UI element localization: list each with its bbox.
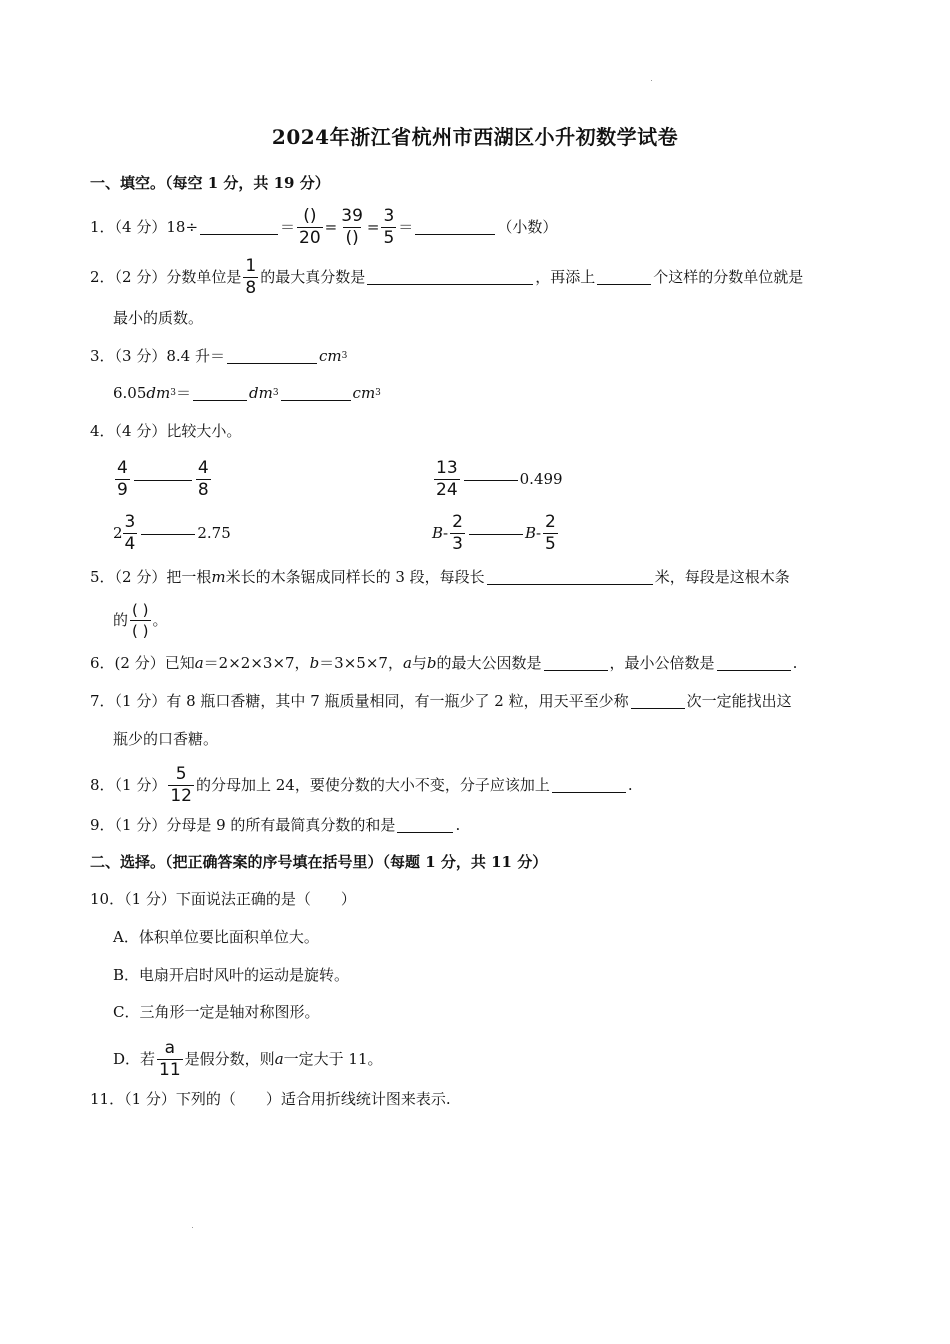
numerator: 3 — [124, 512, 136, 532]
denominator-blank[interactable]: () — [345, 228, 359, 248]
unit: dm — [146, 384, 171, 402]
numerator: 1 — [245, 256, 257, 276]
variable: m — [211, 568, 226, 586]
numerator-blank[interactable]: () — [303, 206, 317, 226]
q5-text: 的 — [113, 611, 129, 629]
numerator: a — [164, 1038, 176, 1058]
q3-line2 — [113, 386, 381, 401]
answer-blank[interactable] — [227, 349, 317, 364]
q1-equals: ＝ — [398, 218, 414, 236]
q8-prefix: 8．（1 分） — [90, 776, 167, 794]
question-5 — [90, 570, 790, 585]
question-3 — [90, 349, 347, 364]
answer-blank[interactable] — [464, 466, 518, 481]
fraction — [196, 458, 211, 501]
fraction — [123, 512, 138, 555]
q5-text: 5．（2 分）把一根 — [90, 568, 212, 586]
answer-blank[interactable] — [281, 386, 351, 401]
question-8 — [90, 764, 633, 807]
q1-suffix: （小数） — [497, 218, 558, 236]
q5-text: 米长的木条锯成同样长的 3 段，每段长 — [225, 568, 485, 586]
q7-line2: 瓶少的口香糖。 — [113, 730, 219, 748]
numerator: 5 — [175, 764, 187, 784]
value: 2.75 — [197, 524, 231, 542]
option-d-text: D．若 — [113, 1050, 156, 1068]
variable: b — [309, 654, 320, 672]
fraction — [243, 256, 258, 299]
variable: b — [426, 654, 437, 672]
variable: a — [194, 654, 204, 672]
option-c[interactable]: C．三角形一定是轴对称图形。 — [113, 1003, 320, 1021]
exponent: 3 — [375, 388, 381, 398]
variable: B — [524, 524, 536, 542]
section-heading-choice: 二、选择。（把正确答案的序号填在括号里）（每题 1 分，共 11 分） — [90, 853, 548, 871]
numerator: 39 — [341, 206, 363, 226]
denominator: 12 — [170, 786, 192, 806]
denominator: 8 — [197, 480, 209, 500]
answer-blank[interactable] — [487, 570, 653, 585]
q1-equals: ＝ — [280, 218, 296, 236]
compare-b — [432, 458, 563, 501]
q1-prefix: 1．（4 分）18÷ — [90, 218, 199, 236]
answer-blank[interactable] — [597, 270, 651, 285]
option-d-text: 是假分数，则 — [184, 1050, 275, 1068]
value: 6.05 — [113, 384, 147, 402]
denominator: 11 — [159, 1060, 181, 1080]
question-7 — [90, 694, 792, 709]
exponent: 3 — [341, 351, 348, 361]
fraction — [168, 764, 194, 807]
value: 0.499 — [519, 470, 563, 488]
page-speck — [192, 1227, 193, 1228]
answer-blank[interactable] — [200, 220, 278, 235]
q5-text: 米，每段是这根木条 — [654, 568, 790, 586]
answer-blank[interactable] — [415, 220, 495, 235]
q2-text: 个这样的分数单位就是 — [653, 268, 804, 286]
q6-text: ，最小公倍数是 — [609, 654, 715, 672]
q2-text: ，再添上 — [535, 268, 596, 286]
question-10: 10．（1 分）下面说法正确的是（ ） — [90, 890, 356, 908]
option-d-text: 一定大于 11。 — [283, 1050, 383, 1068]
minus-sign: - — [535, 524, 542, 542]
denominator: 24 — [436, 480, 458, 500]
numerator-blank[interactable]: ( ) — [132, 601, 149, 619]
exponent: 3 — [170, 388, 176, 398]
answer-blank[interactable] — [141, 520, 195, 535]
unit: cm — [318, 347, 342, 365]
q2-text: 的最大真分数是 — [260, 268, 366, 286]
q8-text: . — [627, 776, 633, 794]
question-6 — [90, 656, 797, 671]
answer-blank[interactable] — [193, 386, 247, 401]
compare-a — [113, 458, 213, 501]
question-11: 11．（1 分）下列的（ ）适合用折线统计图来表示. — [90, 1090, 451, 1108]
q1-equals: = — [324, 218, 338, 236]
compare-c — [113, 512, 231, 555]
q5-text: 。 — [152, 611, 168, 629]
fraction — [339, 206, 365, 249]
q2-line2: 最小的质数。 — [113, 309, 204, 327]
answer-blank[interactable] — [552, 778, 626, 793]
fraction — [381, 206, 396, 249]
denominator: 8 — [245, 278, 257, 298]
unit: cm — [352, 384, 376, 402]
whole-number: 2 — [113, 524, 123, 542]
option-a[interactable]: A．体积单位要比面积单位大。 — [113, 928, 319, 946]
numerator: 4 — [197, 458, 209, 478]
question-9 — [90, 818, 460, 833]
q9-text: 9．（1 分）分母是 9 的所有最简真分数的和是 — [90, 816, 396, 834]
fraction — [434, 458, 460, 501]
answer-blank[interactable] — [544, 656, 608, 671]
q8-text: 的分母加上 24，要使分数的大小不变，分子应该加上 — [196, 776, 550, 794]
q5-line2 — [113, 600, 168, 641]
unit: dm — [248, 384, 273, 402]
question-4: 4．（4 分）比较大小。 — [90, 422, 242, 440]
question-1 — [90, 206, 557, 249]
numerator: 3 — [383, 206, 395, 226]
question-2 — [90, 256, 803, 299]
page-speck — [651, 80, 652, 81]
answer-blank[interactable] — [717, 656, 791, 671]
answer-blank[interactable] — [397, 818, 453, 833]
option-d[interactable] — [113, 1038, 383, 1081]
denominator: 5 — [545, 534, 556, 554]
q6-text: ＝3×5×7， — [319, 654, 403, 672]
q7-text: 次一定能找出这 — [686, 692, 792, 710]
numerator: 4 — [117, 458, 128, 478]
answer-blank[interactable] — [134, 466, 192, 481]
minus-sign: - — [443, 524, 449, 542]
denominator: 4 — [124, 534, 136, 554]
answer-blank[interactable] — [631, 694, 685, 709]
denominator: 20 — [299, 228, 321, 248]
exponent: 3 — [272, 388, 279, 398]
denominator-blank[interactable]: ( ) — [132, 622, 149, 640]
fraction-blank[interactable] — [130, 600, 150, 641]
answer-blank[interactable] — [469, 520, 523, 535]
compare-d — [432, 512, 560, 555]
fraction — [115, 458, 130, 501]
fraction — [157, 1038, 183, 1081]
denominator: 5 — [383, 228, 395, 248]
variable: a — [402, 654, 412, 672]
q7-text: 7．（1 分）有 8 瓶口香糖，其中 7 瓶质量相同，有一瓶少了 2 粒，用天平至少称 — [90, 692, 629, 710]
page-title: 2024年浙江省杭州市西湖区小升初数学试卷 — [271, 125, 679, 149]
denominator: 9 — [117, 480, 128, 500]
option-b[interactable]: B．电扇开启时风叶的运动是旋转。 — [113, 966, 350, 984]
numerator: 2 — [545, 512, 556, 532]
fraction — [543, 512, 558, 555]
variable: a — [274, 1050, 284, 1068]
q6-text: 与 — [411, 654, 427, 672]
q1-equals: = — [366, 218, 380, 236]
q6-text: ＝2×2×3×7， — [203, 654, 310, 672]
q2-prefix: 2．（2 分）分数单位是 — [90, 268, 242, 286]
section-heading-fill-in: 一、填空。（每空 1 分，共 19 分） — [90, 174, 330, 192]
answer-blank[interactable] — [367, 270, 533, 285]
fraction — [297, 206, 323, 249]
fraction — [450, 512, 465, 555]
q9-text: . — [455, 816, 461, 834]
numerator: 2 — [452, 512, 463, 532]
denominator: 3 — [452, 534, 463, 554]
q6-text: 的最大公因数是 — [436, 654, 542, 672]
q6-text: 6．(2 分）已知 — [90, 654, 195, 672]
q3-prefix: 3．（3 分）8.4 升＝ — [90, 347, 225, 365]
equals: ＝ — [175, 384, 191, 402]
numerator: 13 — [436, 458, 458, 478]
q6-text: . — [792, 654, 798, 672]
variable: B — [432, 524, 444, 542]
